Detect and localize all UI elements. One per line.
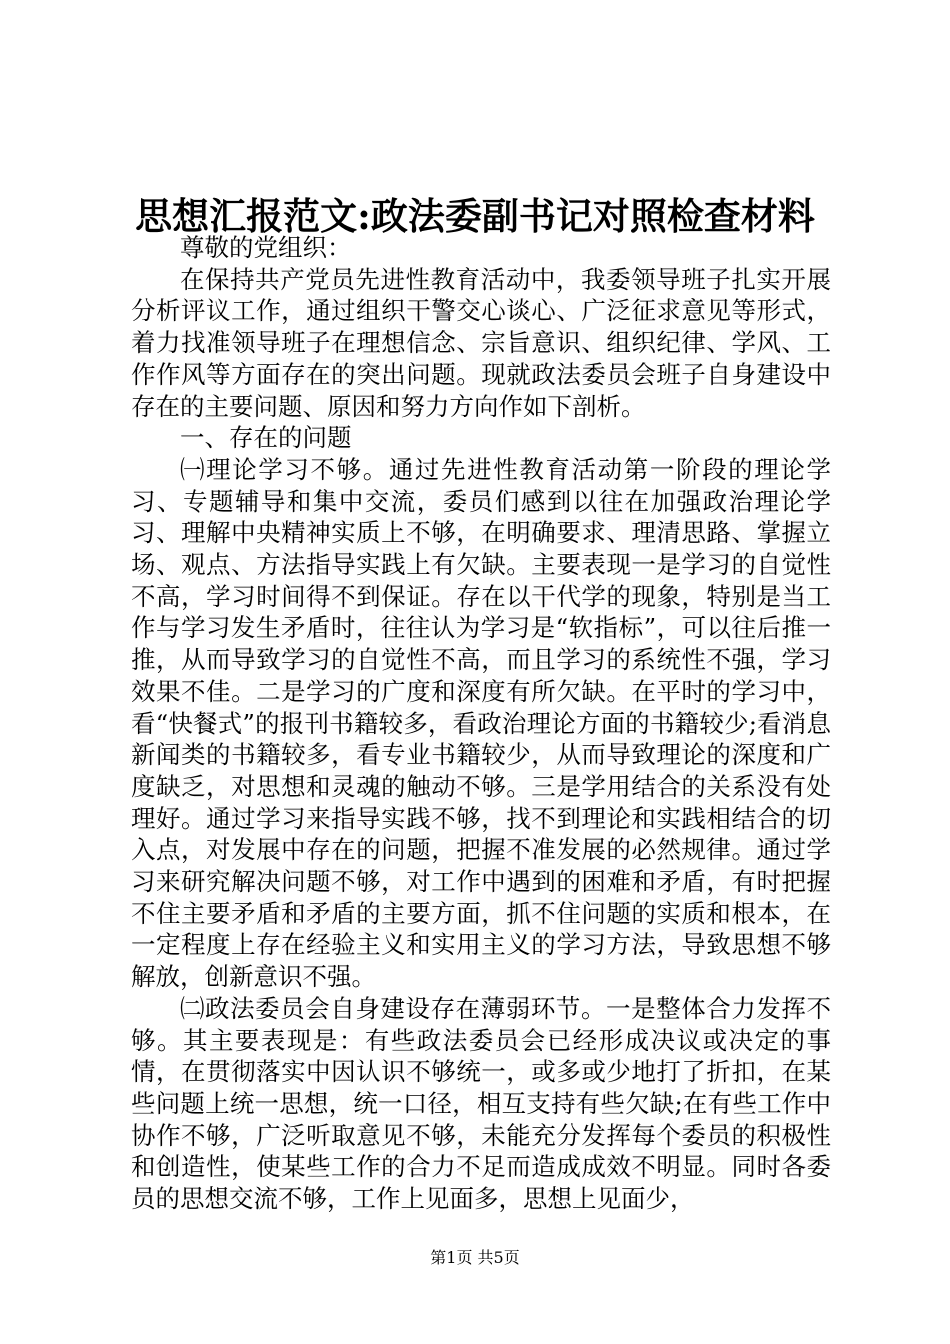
salutation: 尊敬的党组织：: [180, 233, 352, 262]
document-title: 思想汇报范文:政法委副书记对照检查材料: [135, 194, 815, 238]
paragraph-committee-building: ㈡政法委员会自身建设存在薄弱环节。一是整体合力发挥不够。其主要表现是：有些政法委员会已经形成决议或决定的事情，在贯彻落实中因认识不够统一，或多或少地打了折扣，在某些问题上统一思想，统一口径，相互支持有些欠缺;在有些工作中协作不够，广泛听取意见不够，未能充分发挥每个委员的积极性和创造性，使某些工作的合力不足而造成成效不明显。同时各委员的思想交流不够，工作上见面多，思想上见面少，: [131, 993, 831, 1214]
document-body: [131, 232, 831, 1215]
section-heading: 一、存在的问题: [180, 423, 352, 453]
paragraph-theory-study: ㈠理论学习不够。通过先进性教育活动第一阶段的理论学习、专题辅导和集中交流，委员们感到以往在加强政治理论学习、理解中央精神实质上不够，在明确要求、理清思路、掌握立场、观点、方法指导实践上有欠缺。主要表现一是学习的自觉性不高，学习时间得不到保证。存在以干代学的现象，特别是当工作与学习发生矛盾时，往往认为学习是“软指标”，可以往后推一推，从而导致学习的自觉性不高，而且学习的系统性不强，学习效果不佳。二是学习的广度和深度有所欠缺。在平时的学习中，看“快餐式”的报刊书籍较多，看政治理论方面的书籍较少;看消息新闻类的书籍较多，看专业书籍较少，从而导致理论的深度和广度缺乏，对思想和灵魂的触动不够。三是学用结合的关系没有处理好。通过学习来指导实践不够，找不到理论和实践相结合的切入点，对发展中存在的问题，把握不准发展的必然规律。通过学习来研究解决问题不够，对工作中遇到的困难和矛盾，有时把握不住主要矛盾和矛盾的主要方面，抓不住问题的实质和根本，在一定程度上存在经验主义和实用主义的学习方法，导致思想不够解放，创新意识不强。: [131, 454, 831, 992]
paragraph-intro: 在保持共产党员先进性教育活动中，我委领导班子扎实开展分析评议工作，通过组织干警交心谈心、广泛征求意见等形式，着力找准领导班子在理想信念、宗旨意识、组织纪律、学风、工作作风等方面存在的突出问题。现就政法委员会班子自身建设中存在的主要问题、原因和努力方向作如下剖析。: [131, 264, 831, 421]
page-footer: 第1页 共5页: [430, 1248, 520, 1267]
